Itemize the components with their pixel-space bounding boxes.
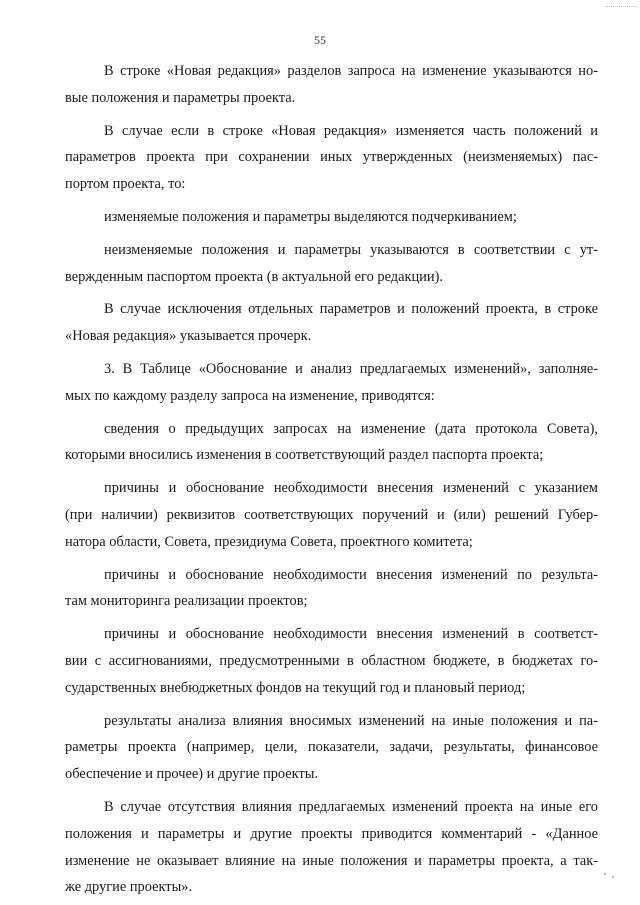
- text-line: результаты анализа влияния вносимых изменений на иные положения и па-: [104, 712, 598, 729]
- text-line: вержденным паспортом проекта (в актуальной его редакции).: [65, 268, 443, 285]
- scan-speck: [604, 873, 606, 875]
- text-line: натора области, Совета, президиума Совета, проектного комитета;: [65, 533, 473, 550]
- text-line: сведения о предыдущих запросах на изменение (дата протокола Совета),: [104, 420, 598, 437]
- scan-speck: [612, 876, 614, 878]
- text-line: мых по каждому разделу запроса на изменение, приводятся:: [65, 387, 435, 404]
- text-line: изменяемые положения и параметры выделяются подчеркиванием;: [104, 208, 517, 225]
- text-line: раметры проекта (например, цели, показатели, задачи, результаты, финансовое: [65, 739, 598, 756]
- text-line: портом проекта, то:: [65, 176, 186, 193]
- paragraph: [65, 296, 598, 350]
- text-line: 3. В Таблице «Обоснование и анализ предлагаемых изменений», заполняе-: [104, 360, 598, 377]
- text-line: В случае исключения отдельных параметров и положений проекта, в строке: [104, 301, 598, 318]
- paragraph: [65, 204, 598, 231]
- text-line: изменение не оказывает влияние на иные положения и параметры проекта, а так-: [65, 852, 598, 869]
- text-line: вые положения и параметры проекта.: [65, 89, 296, 106]
- text-line: причины и обоснование необходимости внесения изменений по результа-: [104, 566, 598, 583]
- text-line: сударственных внебюджетных фондов на текущий год и плановый период;: [65, 679, 526, 696]
- text-line: причины и обоснование необходимости внесения изменений с указанием: [104, 480, 598, 497]
- page-number: 55: [314, 33, 326, 47]
- paragraph: [65, 562, 598, 616]
- paragraph: [65, 118, 598, 198]
- paragraph: [65, 58, 598, 112]
- text-line: В случае если в строке «Новая редакция» изменяется часть положений и: [104, 122, 598, 139]
- text-line: вии с ассигнованиями, предусмотренными в областном бюджете, в бюджетах го-: [65, 652, 598, 669]
- paragraph: [65, 708, 598, 788]
- paragraph: [65, 356, 598, 410]
- text-line: которыми вносились изменения в соответствующий раздел паспорта проекта;: [65, 447, 544, 464]
- text-line: там мониторинга реализации проектов;: [65, 593, 308, 610]
- paragraph: [65, 794, 598, 901]
- paragraph: [65, 416, 598, 470]
- scan-edge-mark: [606, 0, 636, 7]
- text-line: параметров проекта при сохранении иных утвержденных (неизменяемых) пас-: [65, 149, 598, 166]
- text-line: же другие проекты».: [65, 879, 193, 896]
- text-line: причины и обоснование необходимости внесения изменений в соответст-: [104, 626, 598, 643]
- paragraph: [65, 475, 598, 555]
- text-line: В случае отсутствия влияния предлагаемых изменений проекта на иные его: [104, 798, 598, 815]
- text-line: В строке «Новая редакция» разделов запроса на изменение указываются но-: [104, 63, 598, 79]
- paragraph: [65, 237, 598, 291]
- text-line: «Новая редакция» указывается прочерк.: [65, 328, 312, 345]
- text-line: обеспечение и прочее) и другие проекты.: [65, 766, 319, 783]
- text-line: (при наличии) реквизитов соответствующих поручений и (или) решений Губер-: [65, 506, 598, 523]
- paragraph: [65, 621, 598, 701]
- document-body: [65, 58, 598, 901]
- text-line: положения и параметры и другие проекты приводится комментарий - «Данное: [65, 825, 598, 842]
- text-line: неизменяемые положения и параметры указываются в соответствии с ут-: [104, 241, 598, 258]
